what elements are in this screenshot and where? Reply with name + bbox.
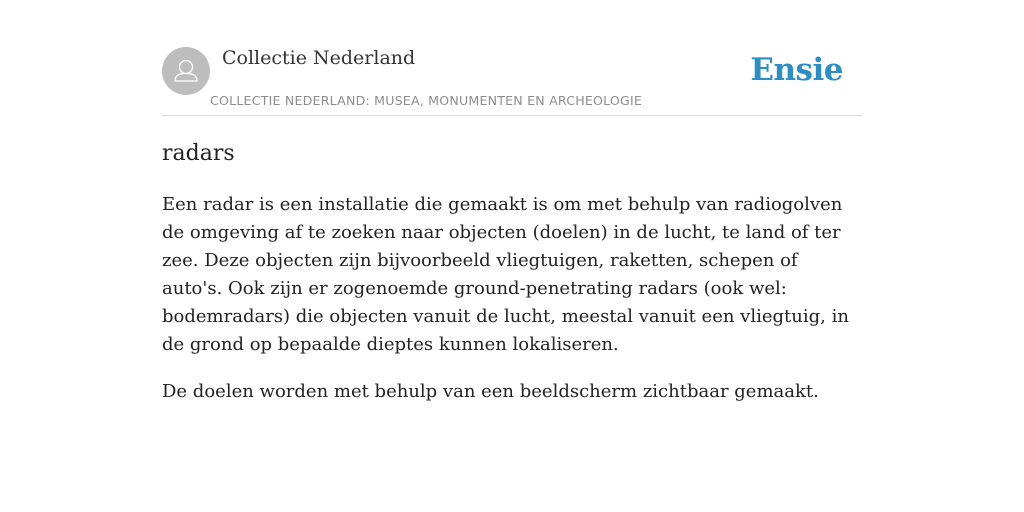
ensie-logo[interactable]: Ensie bbox=[750, 52, 843, 88]
user-icon[interactable] bbox=[162, 47, 210, 95]
author-name[interactable]: Collectie Nederland bbox=[222, 47, 416, 69]
article-header bbox=[162, 46, 862, 116]
article-title: radars bbox=[162, 141, 235, 166]
source-label[interactable]: COLLECTIE NEDERLAND: MUSEA, MONUMENTEN EN ARCHEOLOGIE bbox=[210, 93, 643, 108]
article-paragraph-1: Een radar is een installatie die gemaakt is om met behulp van radiogolven de omgeving af te zoeken naar objecten (doelen) in de lucht, te land of ter zee. Deze objecten zijn bijvoorbeeld vliegtuigen, raketten, schepen of auto's. Ook zijn er zogenoemde ground-penetrating radars (ook wel: bodemradars) die objecten vanuit de lucht, meestal vanuit een vliegtuig, in de grond op bepaalde dieptes kunnen lokaliseren. bbox=[162, 194, 849, 355]
article-paragraph-2: De doelen worden met behulp van een beeldscherm zichtbaar gemaakt. bbox=[162, 381, 819, 402]
article-card bbox=[162, 46, 862, 406]
